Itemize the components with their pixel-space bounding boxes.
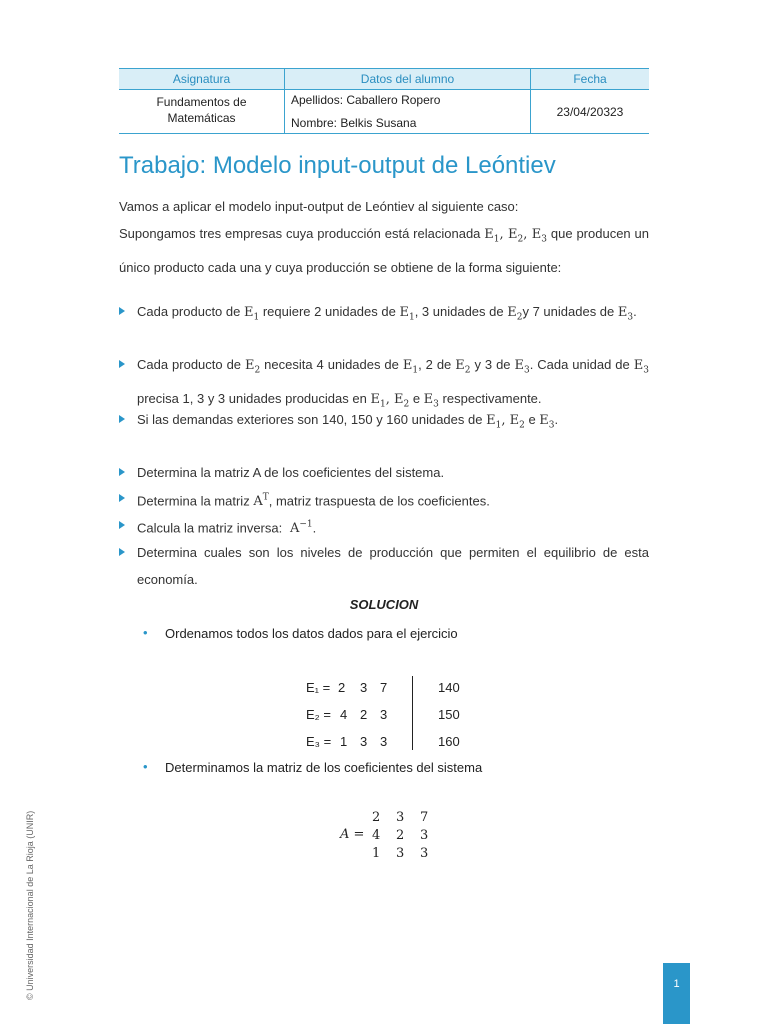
math: $E_1$, $E_2$: [486, 413, 525, 431]
math: $E_3$: [617, 305, 634, 323]
intro-p2-prefix: Supongamos tres empresas cuya producción está relacionada: [119, 226, 481, 241]
cell: 2: [360, 707, 368, 722]
demand: 140: [438, 680, 460, 695]
question-item: Calcula la matriz inversa: $A^{-1}$.: [119, 512, 649, 542]
math-e1: $E_1$, $E_2$, $E_3$: [484, 227, 548, 245]
question-item: [119, 539, 649, 593]
text: Si las demandas exteriores son 140, 150 y 160 unidades de: [137, 412, 483, 427]
matrix-cell: 4: [372, 828, 381, 843]
math: $E_1$: [243, 305, 260, 323]
cell: 7: [380, 680, 388, 695]
solution-heading: SOLUCION: [349, 597, 419, 612]
header-student: Datos del alumno: [360, 72, 455, 86]
cell: 4: [340, 707, 348, 722]
page-title: Trabajo: Modelo input-output de Leóntiev: [119, 152, 556, 179]
row-label: E₃ =: [306, 734, 332, 749]
triangle-bullet-icon: [119, 548, 125, 556]
solution-step2: Determinamos la matriz de los coeficientes del sistema: [165, 760, 483, 775]
text: precisa 1, 3 y 3 unidades producidas en: [137, 390, 367, 406]
math: $E_3$: [514, 358, 530, 376]
math: $E_1$, $E_2$: [370, 391, 410, 410]
demand: 150: [438, 707, 460, 722]
cell: 3: [380, 734, 388, 749]
matrix-cell: 3: [396, 810, 405, 825]
solution-step1: Ordenamos todos los datos dados para el ejercicio: [165, 626, 458, 641]
math: $E_2$: [244, 358, 261, 376]
math: $E_1$: [402, 358, 419, 376]
date-value: 23/04/20323: [556, 105, 624, 119]
question-item: [119, 485, 649, 515]
math: $E_3$: [633, 358, 649, 376]
matrix-cell: 3: [396, 846, 405, 861]
cell: 3: [360, 680, 368, 695]
row-label: E₁ =: [306, 680, 331, 695]
triangle-bullet-icon: [119, 494, 125, 502]
bullet-dot-icon: •: [143, 759, 148, 774]
math: $E_3$: [539, 413, 555, 431]
page-number: 1: [673, 978, 680, 990]
cell: 3: [380, 707, 388, 722]
subject-line1: Fundamentos de: [156, 95, 247, 109]
triangle-bullet-icon: [119, 521, 125, 529]
copyright-text: © Universidad Internacional de La Rioja (UNIR): [25, 810, 35, 1000]
text: e: [528, 412, 536, 427]
text: , matriz traspuesta de los coeficientes.: [268, 493, 490, 509]
triangle-bullet-icon: [119, 468, 125, 476]
table-bottom-line: [119, 133, 649, 134]
separator-line: [412, 676, 413, 750]
matrix-cell: 2: [372, 810, 381, 825]
text: necesita 4 unidades de: [264, 357, 399, 372]
math: $E_2$: [507, 305, 523, 323]
intro-p2-suffix: que producen un único producto cada una y cuya producción se obtiene de la forma siguiente:: [119, 226, 649, 275]
intro-paragraph: [119, 220, 649, 281]
text: Determina la matriz: [137, 493, 250, 509]
triangle-bullet-icon: [119, 415, 125, 423]
text: . Cada unidad de: [529, 357, 630, 372]
header-table: [119, 68, 649, 134]
question-text: Determina cuales son los niveles de producción que permiten el equilibrio de esta economía.: [137, 545, 649, 587]
text: , 3 unidades de: [414, 304, 504, 319]
row-label: E₂ =: [306, 707, 331, 722]
math: $A^T$: [253, 493, 269, 510]
text: Calcula la matriz inversa:: [137, 520, 283, 536]
math: $A^{-1}$: [285, 520, 313, 537]
matrix-cell: 2: [396, 828, 405, 843]
intro-line: Vamos a aplicar el modelo input-output de Leóntiev al siguiente caso:: [119, 199, 519, 214]
text: requiere 2 unidades de: [262, 304, 396, 319]
subject-line2: Matemáticas: [167, 111, 236, 125]
triangle-bullet-icon: [119, 360, 125, 368]
cell: 2: [338, 680, 346, 695]
text: Cada producto de: [137, 357, 242, 372]
text: y 7 unidades de: [522, 304, 615, 319]
text: , 2 de: [418, 357, 452, 372]
question-item: [119, 459, 649, 486]
question-text: Determina la matriz A de los coeficientes del sistema.: [137, 465, 445, 480]
triangle-bullet-icon: [119, 307, 125, 315]
text: Cada producto de: [137, 304, 241, 319]
cell: 1: [340, 734, 348, 749]
text: respectivamente.: [442, 390, 542, 406]
math: $E_1$: [399, 305, 415, 323]
text: y 3 de: [474, 357, 511, 372]
bullet-item: Si las demandas exteriores son 140, 150 y 160 unidades de $E_1$, $E_2$ e $E_3$.: [119, 406, 649, 440]
cell: 3: [360, 734, 368, 749]
text: e: [412, 390, 421, 406]
student-name: Nombre: Belkis Susana: [291, 116, 417, 130]
math: $E_2$: [455, 358, 471, 376]
header-date: Fecha: [573, 72, 607, 86]
page-number-box: [663, 963, 690, 1024]
matrix-cell: 7: [420, 810, 429, 825]
student-surname: Apellidos: Caballero Ropero: [291, 93, 441, 107]
matrix-cell: 3: [420, 828, 429, 843]
bullet-dot-icon: •: [143, 625, 148, 640]
matrix-cell: 1: [372, 846, 381, 861]
matrix-cell: 3: [420, 846, 429, 861]
table-mid-line: [119, 89, 649, 90]
bullet-item: Cada producto de $E_1$ requiere 2 unidades de $E_1$, 3 unidades de $E_2y$ 7 unidades de $E_3$.: [119, 298, 649, 332]
header-subject: Asignatura: [172, 72, 231, 86]
matrix-label: A =: [340, 827, 365, 842]
demand: 160: [438, 734, 460, 749]
math: $E_3$: [423, 391, 439, 410]
